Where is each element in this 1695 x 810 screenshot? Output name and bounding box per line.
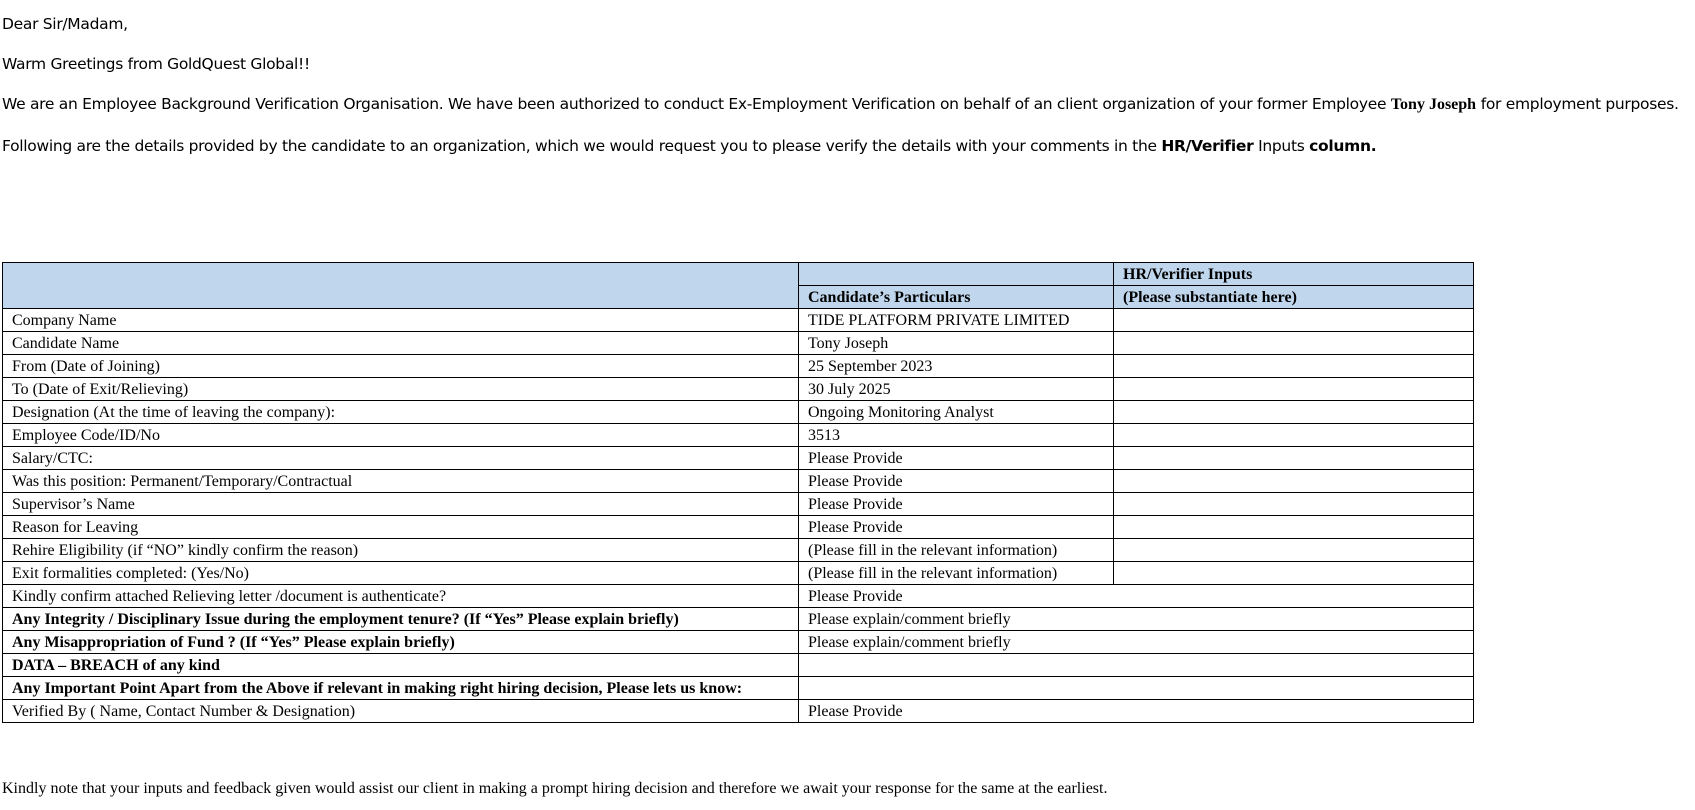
- table-row: [3, 493, 1474, 516]
- intro-text-1: We are an Employee Background Verification Organisation. We have been authorized to conduct Ex-Employment Verification on behalf of an client organization of your former Employee: [2, 95, 1391, 113]
- row-label: Employee Code/ID/No: [3, 424, 799, 447]
- row-label: From (Date of Joining): [3, 355, 799, 378]
- table-row: [3, 332, 1474, 355]
- header-hr-inputs: HR/Verifier Inputs: [1114, 263, 1474, 286]
- row-label: Exit formalities completed: (Yes/No): [3, 562, 799, 585]
- request-text-2: Inputs: [1253, 137, 1310, 155]
- table-row: [3, 470, 1474, 493]
- row-label: Kindly confirm attached Relieving letter /document is authenticate?: [3, 585, 799, 608]
- candidate-value: 30 July 2025: [799, 378, 1114, 401]
- candidate-value[interactable]: [799, 654, 1474, 677]
- candidate-value[interactable]: Please Provide: [799, 585, 1474, 608]
- request-bold-hr: HR/Verifier: [1161, 137, 1254, 155]
- hr-input-cell[interactable]: [1114, 378, 1474, 401]
- row-label: Designation (At the time of leaving the company):: [3, 401, 799, 424]
- intro-paragraph: [2, 95, 1679, 114]
- candidate-value: (Please fill in the relevant information): [799, 562, 1114, 585]
- candidate-value: Please Provide: [799, 470, 1114, 493]
- candidate-value[interactable]: Please explain/comment briefly: [799, 631, 1474, 654]
- header-blank-cell: [3, 263, 799, 309]
- table-row: [3, 700, 1474, 723]
- candidate-value: 25 September 2023: [799, 355, 1114, 378]
- table-header-row-1: [3, 263, 1474, 286]
- employee-name: Tony Joseph: [1390, 96, 1477, 113]
- header-substantiate: (Please substantiate here): [1114, 286, 1474, 309]
- hr-input-cell[interactable]: [1114, 470, 1474, 493]
- row-label: Verified By ( Name, Contact Number & Designation): [3, 700, 799, 723]
- row-label: Salary/CTC:: [3, 447, 799, 470]
- header-blank-cell-2: [799, 263, 1114, 286]
- candidate-value[interactable]: Please Provide: [799, 700, 1474, 723]
- salutation: Dear Sir/Madam,: [2, 15, 128, 33]
- hr-input-cell[interactable]: [1114, 447, 1474, 470]
- header-candidate-particulars: Candidate’s Particulars: [799, 286, 1114, 309]
- hr-input-cell[interactable]: [1114, 424, 1474, 447]
- row-label: Reason for Leaving: [3, 516, 799, 539]
- table-row: [3, 539, 1474, 562]
- row-label: Any Integrity / Disciplinary Issue during the employment tenure? (If “Yes” Please explain briefly): [3, 608, 799, 631]
- table-row: [3, 585, 1474, 608]
- row-label: Rehire Eligibility (if “NO” kindly confirm the reason): [3, 539, 799, 562]
- footer-note: Kindly note that your inputs and feedback given would assist our client in making a prompt hiring decision and therefore we await your response for the same at the earliest.: [2, 780, 1108, 797]
- table-row: [3, 677, 1474, 700]
- row-label: DATA – BREACH of any kind: [3, 654, 799, 677]
- candidate-value: (Please fill in the relevant information): [799, 539, 1114, 562]
- row-label: To (Date of Exit/Relieving): [3, 378, 799, 401]
- table-row: [3, 608, 1474, 631]
- candidate-value[interactable]: Please explain/comment briefly: [799, 608, 1474, 631]
- candidate-value: TIDE PLATFORM PRIVATE LIMITED: [799, 309, 1114, 332]
- candidate-value: Please Provide: [799, 447, 1114, 470]
- table-row: [3, 309, 1474, 332]
- table-row: [3, 401, 1474, 424]
- hr-input-cell[interactable]: [1114, 309, 1474, 332]
- table-row: [3, 424, 1474, 447]
- hr-input-cell[interactable]: [1114, 332, 1474, 355]
- hr-input-cell[interactable]: [1114, 562, 1474, 585]
- request-text-1: Following are the details provided by the candidate to an organization, which we would request you to please verify the details with your comments in the: [2, 137, 1162, 155]
- row-label: Candidate Name: [3, 332, 799, 355]
- row-label: Was this position: Permanent/Temporary/Contractual: [3, 470, 799, 493]
- hr-input-cell[interactable]: [1114, 539, 1474, 562]
- table-row: [3, 378, 1474, 401]
- candidate-value: 3513: [799, 424, 1114, 447]
- table-row: [3, 654, 1474, 677]
- candidate-value[interactable]: [799, 677, 1474, 700]
- hr-input-cell[interactable]: [1114, 355, 1474, 378]
- row-label: Supervisor’s Name: [3, 493, 799, 516]
- candidate-value: Please Provide: [799, 516, 1114, 539]
- candidate-value: Tony Joseph: [799, 332, 1114, 355]
- row-label: Company Name: [3, 309, 799, 332]
- table-row: [3, 355, 1474, 378]
- intro-text-2: for employment purposes.: [1476, 95, 1679, 113]
- candidate-value: Please Provide: [799, 493, 1114, 516]
- table-row: [3, 631, 1474, 654]
- table-row: [3, 562, 1474, 585]
- row-label: Any Misappropriation of Fund ? (If “Yes” Please explain briefly): [3, 631, 799, 654]
- table-row: [3, 516, 1474, 539]
- hr-input-cell[interactable]: [1114, 401, 1474, 424]
- verification-table: [2, 262, 1474, 723]
- greeting: Warm Greetings from GoldQuest Global!!: [2, 55, 310, 73]
- hr-input-cell[interactable]: [1114, 493, 1474, 516]
- hr-input-cell[interactable]: [1114, 516, 1474, 539]
- candidate-value: Ongoing Monitoring Analyst: [799, 401, 1114, 424]
- request-bold-column: column.: [1309, 137, 1377, 155]
- request-paragraph: [2, 137, 1376, 155]
- row-label: Any Important Point Apart from the Above if relevant in making right hiring decision, Please lets us know:: [3, 677, 799, 700]
- table-row: [3, 447, 1474, 470]
